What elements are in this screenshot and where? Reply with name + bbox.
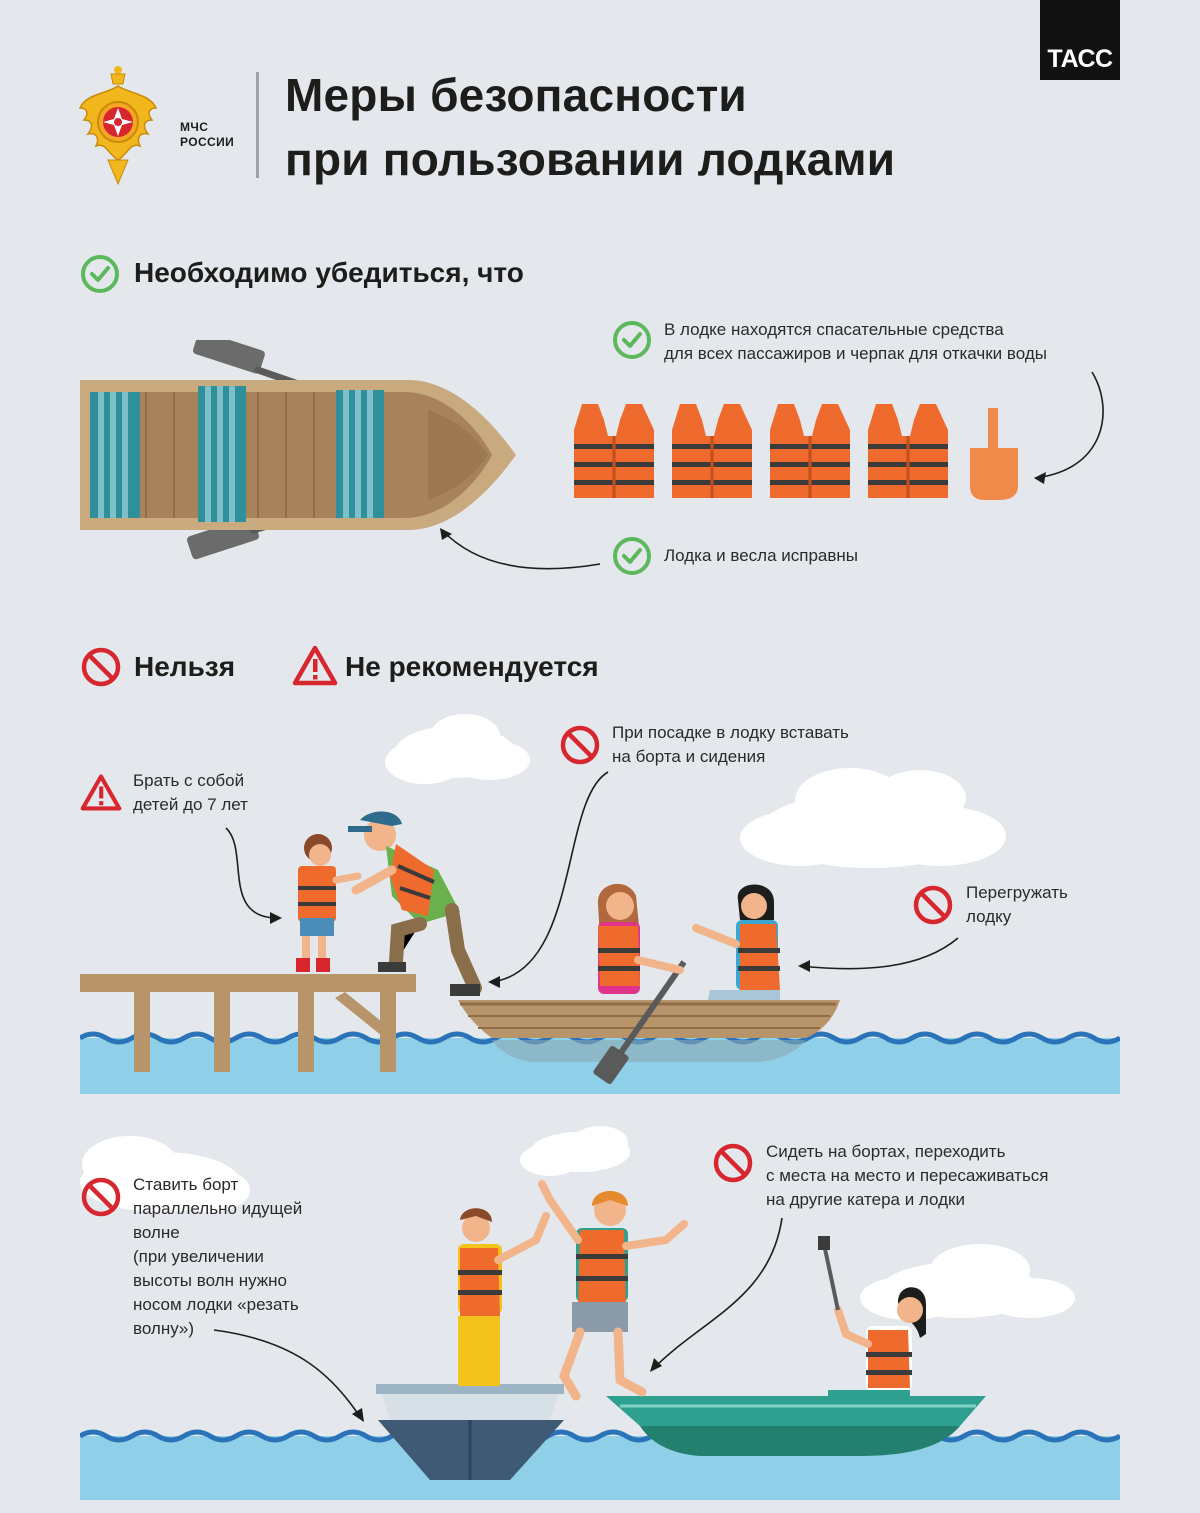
check-icon	[80, 254, 120, 294]
forbidden-icon	[80, 646, 122, 688]
forbidden-icon	[559, 724, 601, 766]
note-equipment: В лодке находятся спасательные средства для всех пассажиров и черпак для откачки воды	[664, 320, 1047, 363]
life-vest-icon	[770, 404, 850, 498]
life-vest-icon	[868, 404, 948, 498]
check-icon	[612, 536, 652, 576]
cloud-icon	[860, 1244, 1075, 1320]
cloud-icon	[520, 1126, 630, 1176]
selfie-girl-figure	[818, 1236, 926, 1400]
forbidden-icon	[80, 1176, 122, 1218]
header-divider	[256, 72, 259, 178]
check-icon	[612, 320, 652, 360]
legend-not-recommended: Не рекомендуется	[345, 651, 599, 682]
legend-forbidden: Нельзя	[134, 651, 236, 682]
mchs-emblem-icon	[78, 64, 158, 188]
warning-icon	[80, 772, 122, 812]
cloud-icon	[740, 768, 1006, 868]
life-vest-icon	[672, 404, 752, 498]
woman-figure	[598, 884, 680, 994]
forbidden-icon	[912, 884, 954, 926]
life-vest-icon	[574, 404, 654, 498]
cloud-icon	[385, 714, 530, 784]
mchs-emblem	[78, 64, 158, 188]
page-title-line1: Меры безопасности	[285, 69, 747, 121]
boy-figure	[458, 1208, 546, 1386]
note-standing: При посадке в лодку вставать на борта и сидения	[612, 723, 849, 766]
teen-figure	[542, 1184, 684, 1396]
page-title-line2: при пользовании лодками	[285, 133, 896, 185]
forbidden-icon	[712, 1142, 754, 1184]
warning-icon	[292, 644, 338, 686]
note-children: Брать с собой детей до 7 лет	[133, 771, 248, 814]
tass-badge: ТАСС	[1040, 0, 1120, 80]
note-parallel-wave: Ставить борт параллельно идущей волне (при увеличении высоты волн нужно носом лодки «резать волну»)	[133, 1175, 303, 1338]
life-vests-row	[572, 400, 1032, 504]
rowboat-illustration	[78, 340, 528, 580]
child-figure	[296, 834, 358, 972]
note-boat-ok: Лодка и весла исправны	[664, 546, 859, 565]
note-overload: Перегружать лодку	[966, 883, 1068, 926]
man-figure	[348, 811, 480, 996]
note-sit-on-sides: Сидеть на бортах, переходить с места на место и пересаживаться на другие катера и лодки	[766, 1142, 1049, 1209]
logo-text: МЧС РОССИИ	[180, 120, 235, 149]
section-heading-check: Необходимо убедиться, что	[134, 257, 524, 288]
scoop-icon	[970, 408, 1018, 500]
passenger-figure	[696, 885, 780, 1001]
